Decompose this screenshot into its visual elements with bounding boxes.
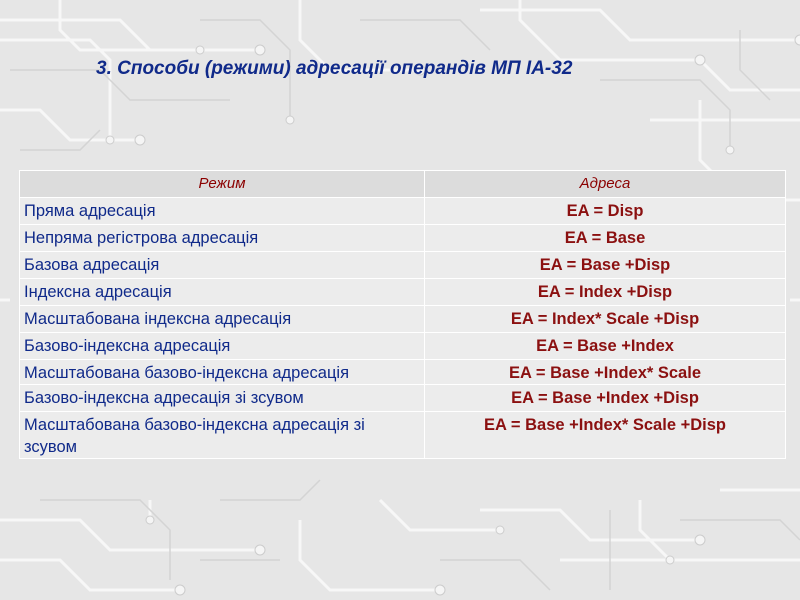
addressing-modes-table	[19, 170, 786, 459]
address-cell: EA = Disp	[425, 198, 786, 225]
table-row	[20, 306, 786, 333]
mode-cell: Масштабована базово-індексна адресація зі зсувом	[20, 412, 425, 459]
mode-cell: Базова адресація	[20, 252, 425, 279]
table-row	[20, 252, 786, 279]
table-row	[20, 225, 786, 252]
table-row	[20, 412, 786, 459]
address-cell: EA = Base	[425, 225, 786, 252]
address-cell: EA = Index* Scale +Disp	[425, 306, 786, 333]
mode-cell: Пряма адресація	[20, 198, 425, 225]
mode-cell: Індексна адресація	[20, 279, 425, 306]
address-cell: EA = Index +Disp	[425, 279, 786, 306]
header-address: Адреса	[425, 171, 786, 198]
address-cell: EA = Base +Index	[425, 333, 786, 360]
table-row	[20, 333, 786, 360]
table-header-row	[20, 171, 786, 198]
table-row	[20, 279, 786, 306]
mode-cell: Масштабована індексна адресація	[20, 306, 425, 333]
header-mode: Режим	[20, 171, 425, 198]
address-cell: EA = Base +Index +Disp	[425, 385, 786, 412]
table-row	[20, 385, 786, 412]
mode-cell: Базово-індексна адресація	[20, 333, 425, 360]
table-row	[20, 198, 786, 225]
table-row	[20, 360, 786, 385]
mode-cell: Масштабована базово-індексна адресація	[20, 360, 425, 385]
mode-cell: Непряма регістрова адресація	[20, 225, 425, 252]
address-cell: EA = Base +Disp	[425, 252, 786, 279]
slide-title: 3. Способи (режими) адресації операндів МП ІА-32	[96, 58, 573, 79]
address-cell: EA = Base +Index* Scale	[425, 360, 786, 385]
mode-cell: Базово-індексна адресація зі зсувом	[20, 385, 425, 412]
address-cell: EA = Base +Index* Scale +Disp	[425, 412, 786, 459]
